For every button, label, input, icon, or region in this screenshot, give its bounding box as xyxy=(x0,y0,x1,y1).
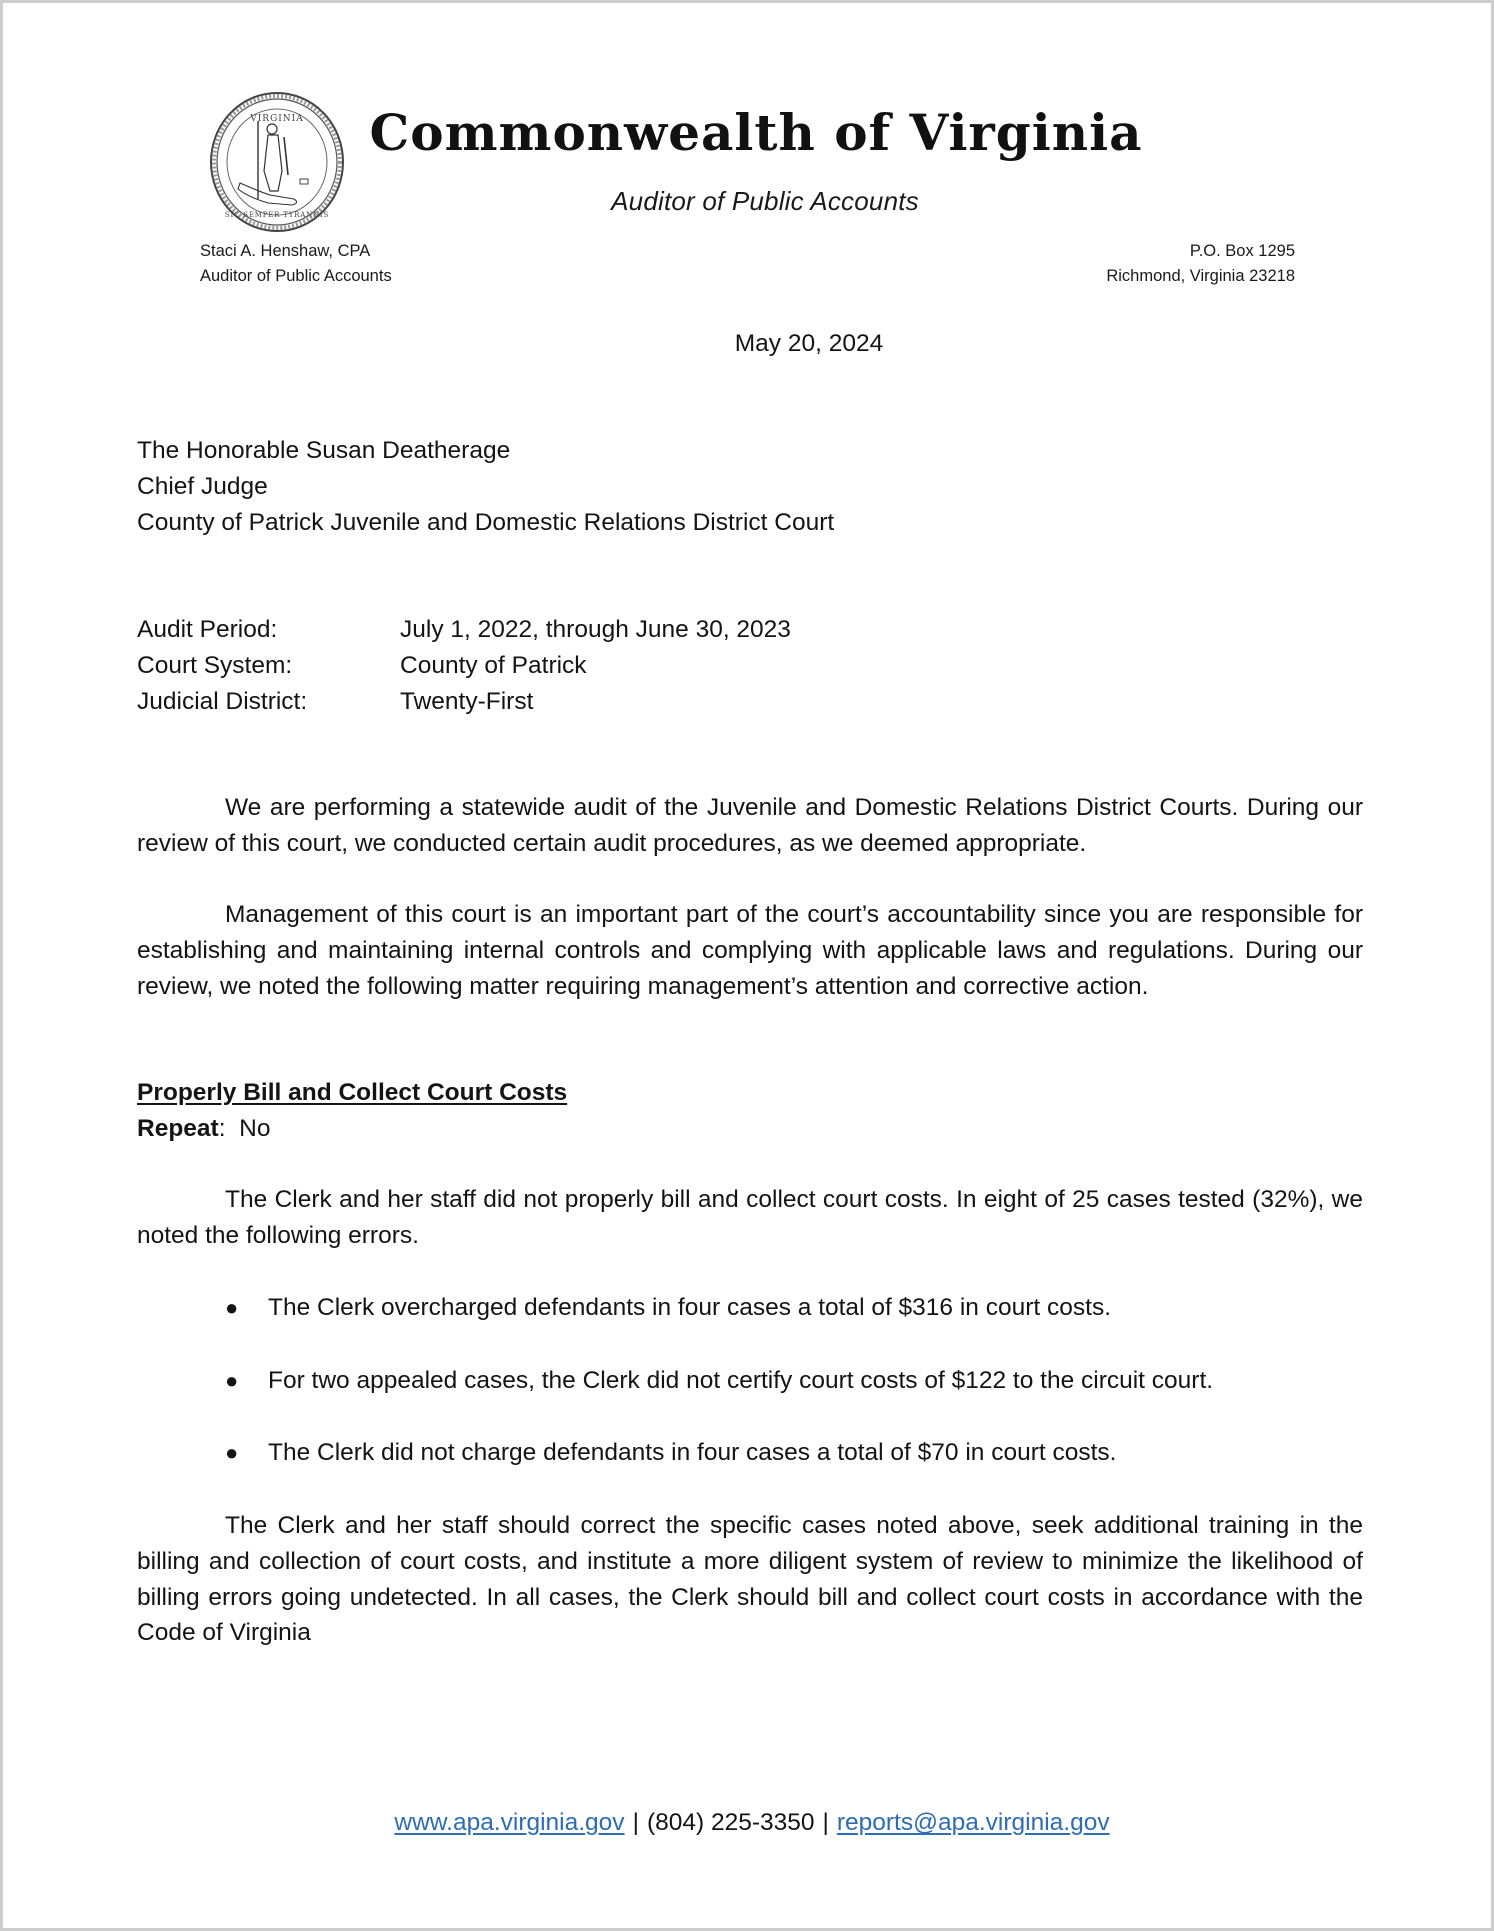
audit-label: Court System: xyxy=(137,651,293,679)
repeat-value: No xyxy=(239,1115,271,1142)
audit-value: County of Patrick xyxy=(400,651,587,679)
address-line-1: P.O. Box 1295 xyxy=(1189,242,1295,260)
audit-row-court-system xyxy=(137,648,791,684)
email-link[interactable]: reports@apa.virginia.gov xyxy=(836,1809,1110,1836)
sender-block xyxy=(200,239,392,289)
intro-text: We are performing a statewide audit of the Juvenile and Domestic Relations District Courts. During our review of this court, we conducted certain audit procedures, as we deemed appropriate. xyxy=(137,794,1363,857)
recommendation-paragraph xyxy=(137,1508,1363,1651)
audit-row-period xyxy=(137,612,791,648)
audit-value: Twenty-First xyxy=(400,687,534,715)
audit-label: Judicial District: xyxy=(137,687,308,715)
bullet-text: For two appealed cases, the Clerk did not certify court costs of $122 to the circuit court. xyxy=(268,1367,1214,1394)
audit-row-district xyxy=(137,684,791,720)
management-paragraph xyxy=(137,897,1363,1004)
bullet-item xyxy=(225,1290,1111,1326)
recommendation-text: The Clerk and her staff should correct the specific cases noted above, seek additional training in the billing and collection of court costs, and institute a more diligent system of review to minimize the likelihood of billing errors going undetected. In all cases, the Clerk should bill and collect court costs in accordance with the Code of Virginia xyxy=(137,1512,1363,1647)
repeat-label: Repeat xyxy=(137,1115,219,1142)
addressee-court: County of Patrick Juvenile and Domestic Relations District Court xyxy=(137,508,835,536)
finding-summary-paragraph xyxy=(137,1182,1363,1254)
bullet-item xyxy=(225,1363,1213,1399)
letterhead-title: Commonwealth of Virginia xyxy=(369,103,1143,162)
bullet-icon: ● xyxy=(225,1295,239,1320)
bullet-icon: ● xyxy=(225,1440,239,1465)
audit-info-table xyxy=(137,612,791,719)
addressee-block xyxy=(137,433,834,540)
separator: | xyxy=(632,1809,639,1836)
finding-summary-text: The Clerk and her staff did not properly bill and collect court costs. In eight of 25 cases tested (32%), we noted the following errors. xyxy=(137,1186,1363,1249)
svg-text:SIC SEMPER TYRANNIS: SIC SEMPER TYRANNIS xyxy=(224,211,330,219)
svg-text:VIRGINIA: VIRGINIA xyxy=(250,114,304,124)
address-line-2: Richmond, Virginia 23218 xyxy=(1106,267,1295,285)
management-text: Management of this court is an important part of the court’s accountability since you are responsible for establishing and maintaining internal controls and complying with applicable laws and regulations. During our review, we noted the following matter requiring management’s attention and corrective action. xyxy=(137,901,1363,1000)
phone-number: (804) 225-3350 xyxy=(646,1809,815,1836)
audit-label: Audit Period: xyxy=(137,616,278,643)
repeat-status: Repeat: No xyxy=(137,1115,271,1142)
bullet-item xyxy=(225,1435,1116,1471)
bullet-text: The Clerk overcharged defendants in four cases a total of $316 in court costs. xyxy=(268,1294,1112,1321)
addressee-title: Chief Judge xyxy=(137,472,268,500)
separator: | xyxy=(822,1809,829,1836)
website-link[interactable]: www.apa.virginia.gov xyxy=(394,1809,625,1836)
addressee-name: The Honorable Susan Deatherage xyxy=(137,437,511,464)
bullet-icon: ● xyxy=(225,1368,239,1393)
footer-contact xyxy=(3,1809,1494,1837)
letter-date: May 20, 2024 xyxy=(734,330,884,357)
bullet-text: The Clerk did not charge defendants in four cases a total of $70 in court costs. xyxy=(268,1439,1117,1466)
finding-heading: Properly Bill and Collect Court Costs xyxy=(137,1079,568,1106)
sender-title: Auditor of Public Accounts xyxy=(200,267,392,285)
return-address xyxy=(1106,239,1295,289)
letterhead-subtitle: Auditor of Public Accounts xyxy=(611,186,919,216)
audit-value: July 1, 2022, through June 30, 2023 xyxy=(400,616,791,643)
sender-name: Staci A. Henshaw, CPA xyxy=(200,242,371,260)
intro-paragraph xyxy=(137,790,1363,862)
